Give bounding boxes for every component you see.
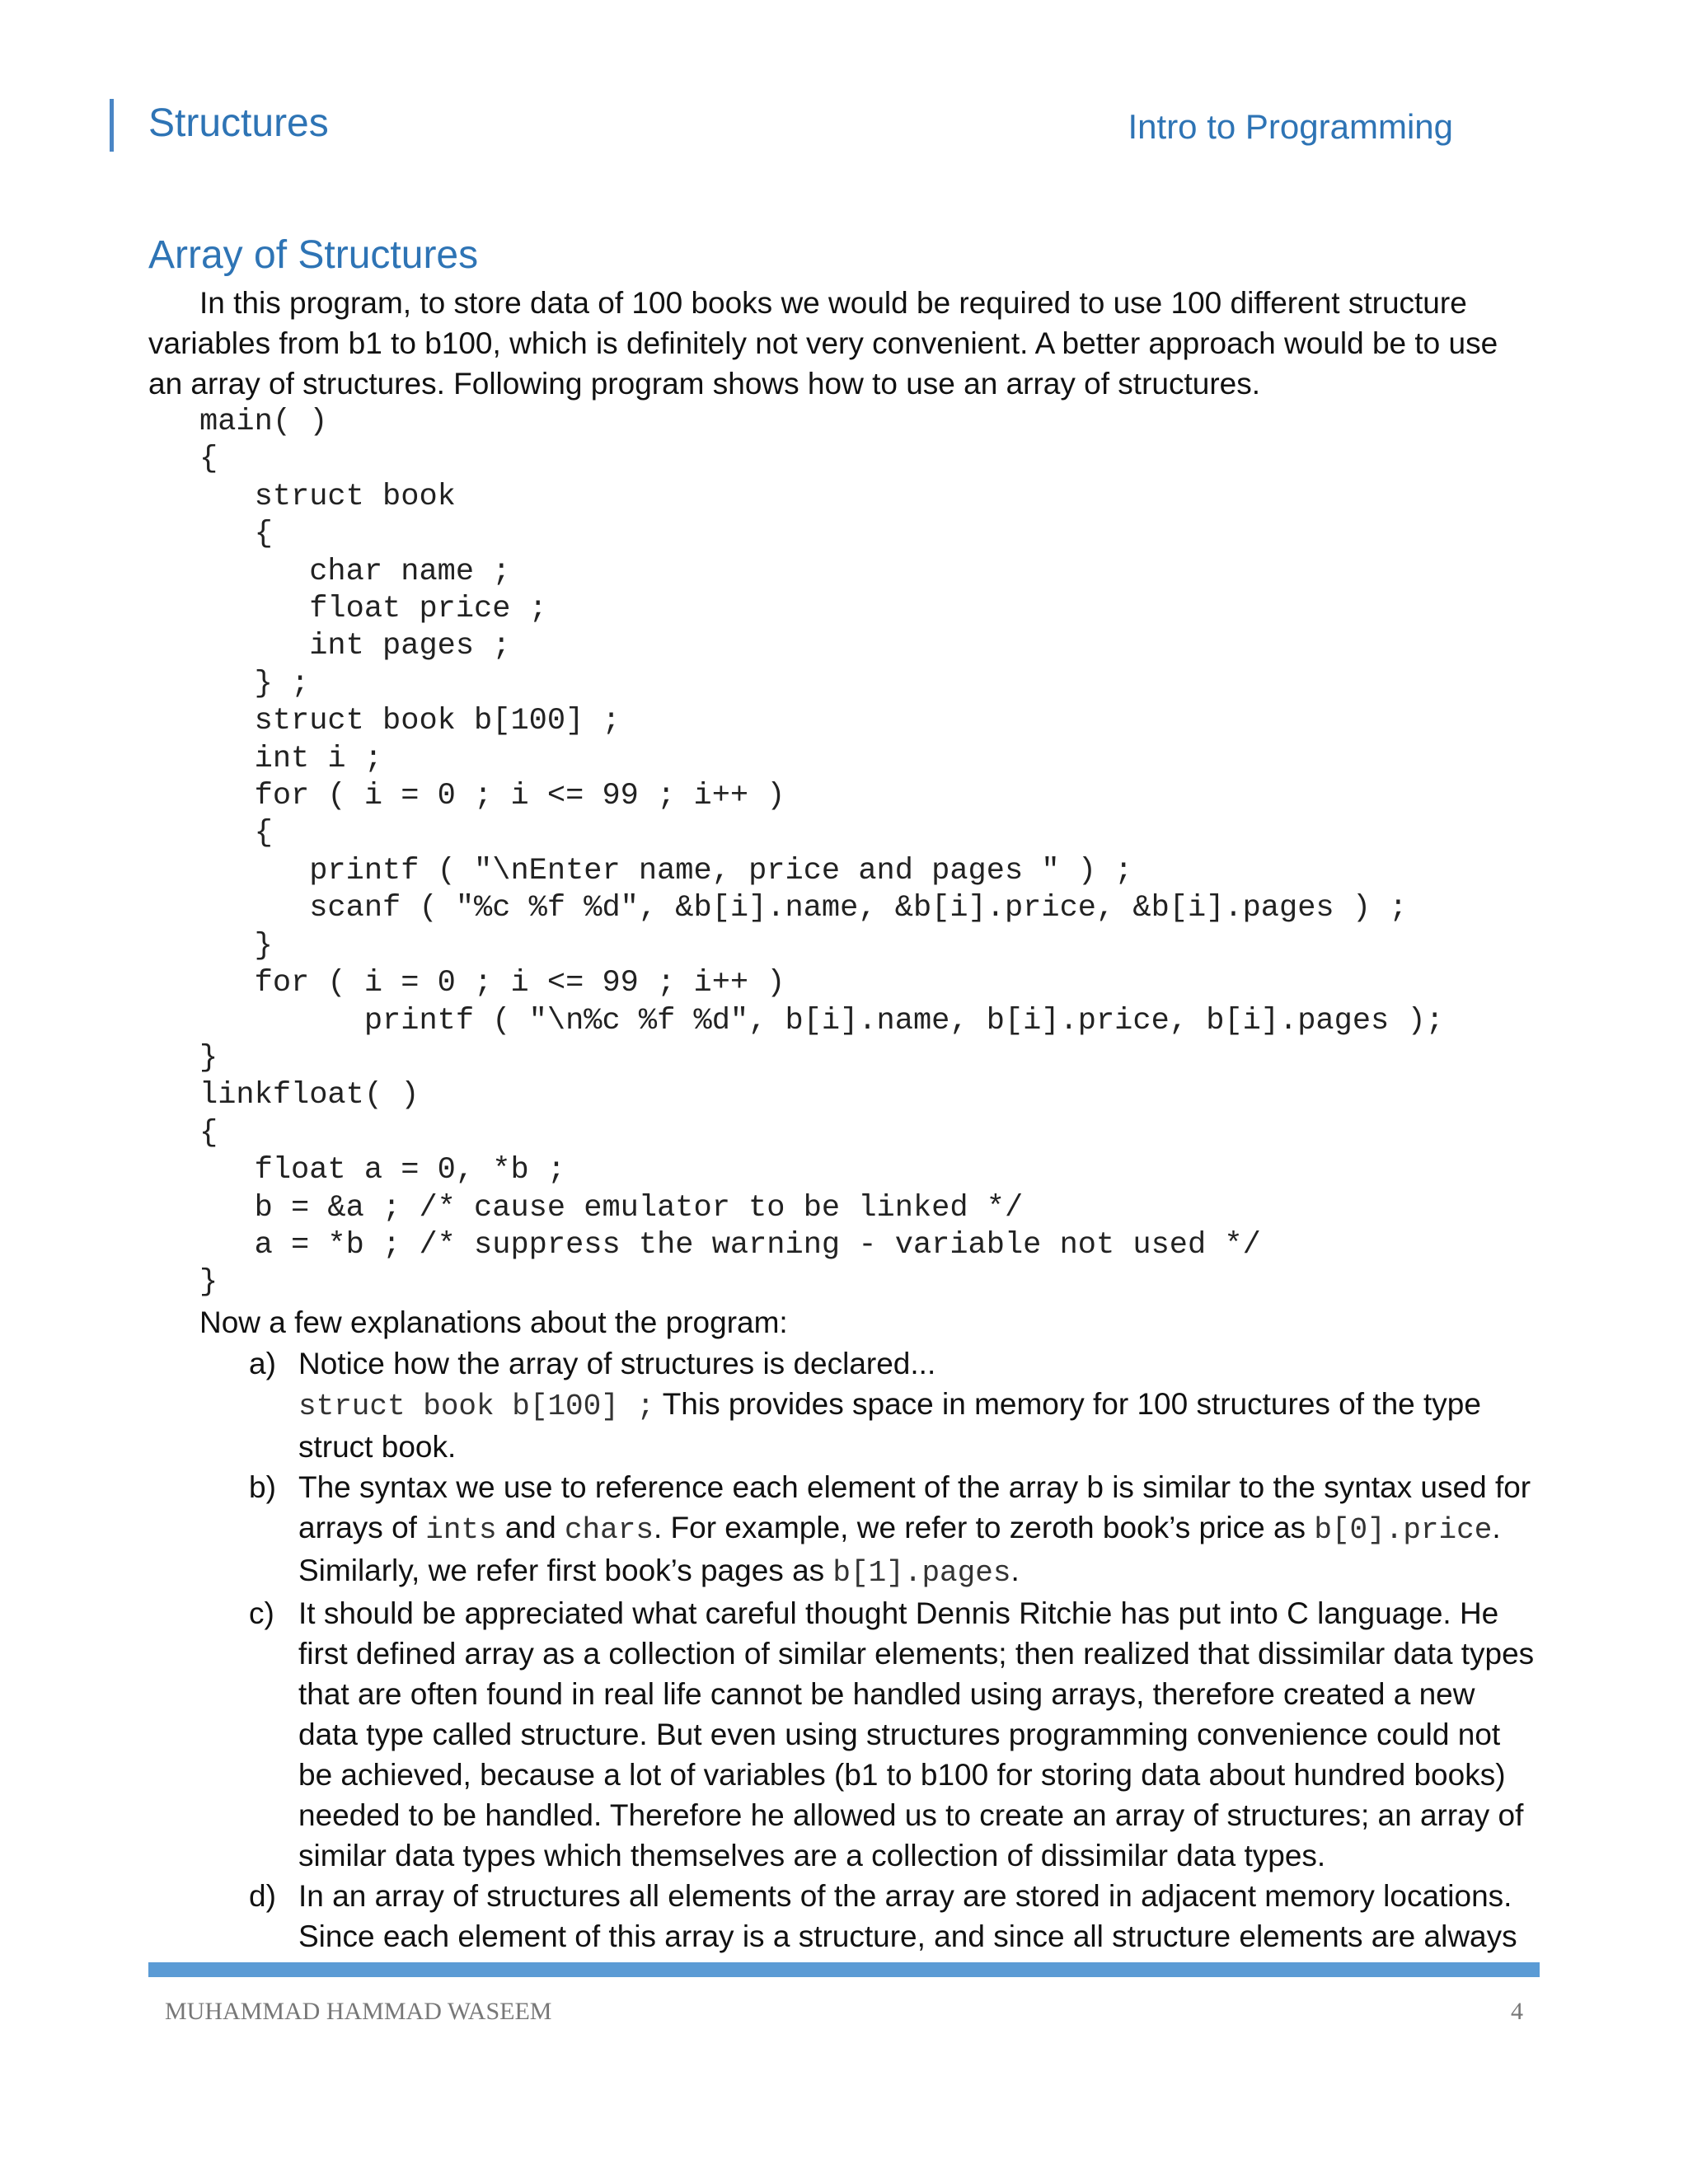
text-run: . [1010, 1554, 1020, 1587]
item-a-line1: Notice how the array of structures is declared... [298, 1347, 936, 1380]
code-inline: struct book b[100] ; [298, 1390, 655, 1423]
explanation-list [249, 1343, 1568, 1957]
item-c-line: It should be appreciated what careful thought Dennis Ritchie has put into C language. He [298, 1596, 1499, 1630]
item-c-line: similar data types which themselves are a collection of dissimilar data types. [298, 1839, 1326, 1872]
code-inline: b[1].pages [832, 1556, 1011, 1590]
intro-line: variables from b1 to b100, which is definitely not very convenient. A better approach would be to use [148, 326, 1498, 360]
intro-paragraph [148, 283, 1550, 404]
code-listing: main( ) { struct book { char name ; float price ; int pages ; } ; struct book b[100] ; int i ; for ( i = 0 ; i <= 99 ; i++ ) { printf ( "\nEnter name, price and pages " ) ; scanf ( "%c %f %d", &b[i].name, &b[i].price, &b[i].pages ) ; } for ( i = 0 ; i <= 99 ; i++ ) printf ( "\n%c %f %d", b[i].name, b[i].price, b[i].pages ); } linkfloat( ) { float a = 0, *b ; b = &a ; /* cause emulator to be linked */ a = *b ; /* suppress the warning - variable not used */ } [199, 405, 1444, 1301]
item-a-line2-text: This provides space in memory for 100 structures of the type [654, 1387, 1481, 1421]
header-course-title: Intro to Programming [1128, 107, 1453, 146]
list-marker: c) [249, 1596, 274, 1630]
list-item-d [249, 1876, 1568, 1957]
item-c-line: needed to be handled. Therefore he allowed us to create an array of structures; an array of [298, 1798, 1524, 1832]
explanations-lead [199, 1302, 1551, 1343]
text-run: and [496, 1511, 565, 1544]
intro-line: In this program, to store data of 100 books we would be required to use 100 different structure [199, 286, 1467, 320]
text-run: arrays of [298, 1511, 426, 1544]
list-marker: b) [249, 1470, 276, 1504]
item-c-line: that are often found in real life cannot be handled using arrays, therefore created a new [298, 1677, 1475, 1711]
list-item-a [249, 1343, 1568, 1467]
item-c-line: data type called structure. But even using structures programming convenience could not [298, 1718, 1501, 1751]
text-run: . For example, we refer to zeroth book’s price as [653, 1511, 1315, 1544]
item-d-line: In an array of structures all elements of the array are stored in adjacent memory locations. [298, 1879, 1512, 1913]
list-marker: d) [249, 1879, 276, 1913]
section-heading: Array of Structures [148, 233, 479, 277]
text-run: Similarly, we refer first book’s pages as [298, 1554, 833, 1587]
page-number: 4 [1511, 1998, 1523, 2025]
list-item-c [249, 1593, 1568, 1876]
list-marker: a) [249, 1347, 276, 1380]
code-inline: chars [564, 1513, 654, 1547]
item-a-line3: struct book. [298, 1430, 457, 1464]
item-b-line1: The syntax we use to reference each element of the array b is similar to the syntax used for [298, 1470, 1531, 1504]
item-b-line2 [298, 1507, 1568, 1550]
code-inline: b[0].price [1314, 1513, 1493, 1547]
header-accent-bar [110, 99, 114, 152]
text-run: . [1492, 1511, 1501, 1544]
list-item-b [249, 1467, 1568, 1593]
item-b-line3 [298, 1550, 1568, 1593]
footer-divider [148, 1962, 1540, 1977]
code-inline: ints [425, 1513, 497, 1547]
intro-line: an array of structures. Following program shows how to use an array of structures. [148, 367, 1261, 401]
item-c-line: be achieved, because a lot of variables (b1 to b100 for storing data about hundred books) [298, 1758, 1506, 1792]
item-d-line: Since each element of this array is a structure, and since all structure elements are always [298, 1919, 1517, 1953]
explanations-lead-text: Now a few explanations about the program: [199, 1305, 788, 1339]
header-chapter-title: Structures [148, 101, 329, 145]
item-c-line: first defined array as a collection of similar elements; then realized that dissimilar data types [298, 1637, 1535, 1671]
item-a-line2 [298, 1384, 1568, 1427]
footer-author: MUHAMMAD HAMMAD WASEEM [165, 1998, 552, 2025]
